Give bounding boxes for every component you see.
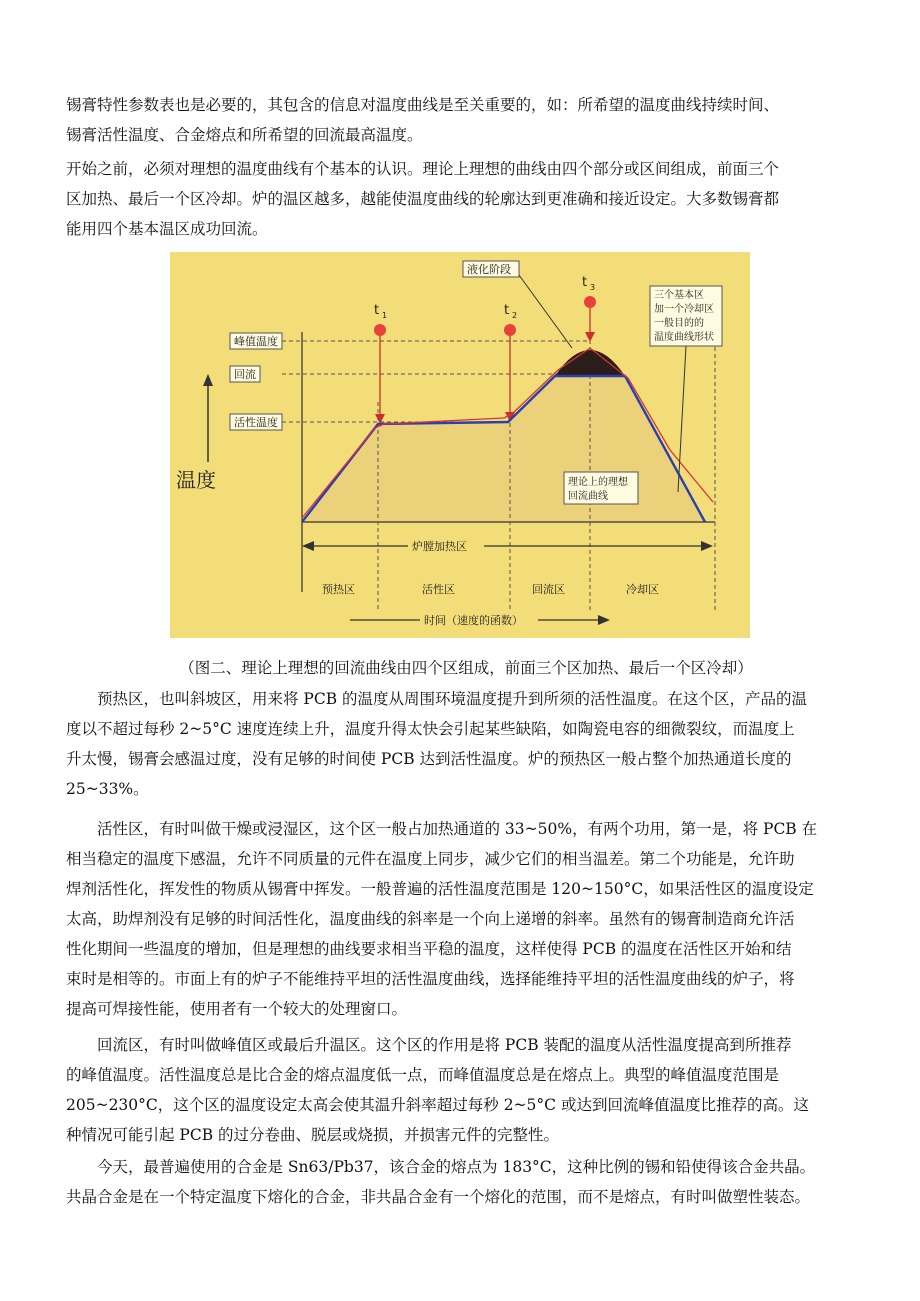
t3-dot xyxy=(584,296,596,308)
theory-label-line-1: 理论上的理想 xyxy=(568,477,628,488)
t1-dot xyxy=(374,324,386,336)
text-line: 区加热、最后一个区冷却。炉的温区越多，越能使温度曲线的轮廓达到更准确和接近设定。大多数锡膏都 xyxy=(66,190,780,208)
curve-basics-paragraph xyxy=(66,154,866,244)
active-zone-paragraph xyxy=(66,814,866,1024)
text-line: 能用四个基本温区成功回流。 xyxy=(66,220,268,238)
heat-zone-label: 炉膛加热区 xyxy=(412,540,467,553)
text-line: 锡膏活性温度、合金熔点和所希望的回流最高温度。 xyxy=(66,126,423,144)
intro-paragraph xyxy=(66,90,866,150)
t2-marker-label: t xyxy=(504,303,510,318)
text-line: 焊剂活性化，挥发性的物质从锡膏中挥发。一般普遍的活性温度范围是 120~150°C，如果活性区的温度设定 xyxy=(66,880,814,898)
text-line: 共晶合金是在一个特定温度下熔化的合金，非共晶合金有一个熔化的范围，而不是熔点，有时叫做塑性装态。 xyxy=(66,1188,811,1206)
t2-dot xyxy=(504,324,516,336)
text-line: 今天，最普遍使用的合金是 Sn63/Pb37，该合金的熔点为 183°C，这种比例的锡和铅使得该合金共晶。 xyxy=(66,1158,816,1176)
preheat-paragraph xyxy=(66,684,866,804)
t1-marker-label: t xyxy=(374,303,380,318)
text-line: 性化期间一些温度的增加，但是理想的曲线要求相当平稳的温度，这样使得 PCB 的温度在活性区开始和结 xyxy=(66,940,792,958)
text-line: 活性区，有时叫做干燥或浸湿区，这个区一般占加热通道的 33~50%，有两个功用，第一是，将 PCB 在 xyxy=(66,820,818,838)
time-axis-label: 时间（速度的函数） xyxy=(424,614,523,627)
reflow-profile-diagram xyxy=(170,252,750,638)
alloy-paragraph xyxy=(66,1152,866,1212)
figure-caption: （图二、理论上理想的回流曲线由四个区组成，前面三个区加热、最后一个区冷却） xyxy=(179,659,753,677)
zone-reflow-label: 回流区 xyxy=(532,583,565,596)
text-line: 束时是相等的。市面上有的炉子不能维持平坦的活性温度曲线，选择能维持平坦的活性温度曲线的炉子，将 xyxy=(66,970,795,988)
text-line: 25~33%。 xyxy=(66,780,149,798)
t1-marker-subscript: 1 xyxy=(382,311,388,320)
zone-preheat-label: 预热区 xyxy=(322,583,355,596)
legend-line-4: 温度曲线形状 xyxy=(654,332,714,343)
temperature-axis-label: 温度 xyxy=(176,468,216,492)
reflow-profile-figure xyxy=(170,252,750,638)
text-line: 升太慢，锡膏会感温过度，没有足够的时间使 PCB 达到活性温度。炉的预热区一般占整个加热通道长度的 xyxy=(66,750,792,768)
theory-label-line-2: 回流曲线 xyxy=(568,491,608,502)
text-line: 开始之前，必须对理想的温度曲线有个基本的认识。理论上理想的曲线由四个部分或区间组成，前面三个 xyxy=(66,160,780,178)
zone-cooling-label: 冷却区 xyxy=(626,583,659,596)
zone-active-label: 活性区 xyxy=(422,583,455,596)
legend-line-2: 加一个冷却区 xyxy=(654,304,714,315)
text-line: 种情况可能引起 PCB 的过分卷曲、脱层或烧损，并损害元件的完整性。 xyxy=(66,1126,560,1144)
t3-marker-label: t xyxy=(582,275,588,290)
liquid-phase-label: 液化阶段 xyxy=(467,263,511,276)
text-line: 度以不超过每秒 2~5°C 速度连续上升，温度升得太快会引起某些缺陷，如陶瓷电容的细微裂纹，而温度上 xyxy=(66,720,795,738)
t3-marker-subscript: 3 xyxy=(590,283,596,292)
reflow-label: 回流 xyxy=(234,368,256,381)
text-line: 205~230°C，这个区的温度设定太高会使其温升斜率超过每秒 2~5°C 或达到回流峰值温度比推荐的高。这 xyxy=(66,1096,809,1114)
reflow-zone-paragraph xyxy=(66,1030,866,1150)
text-line: 锡膏特性参数表也是必要的，其包含的信息对温度曲线是至关重要的，如：所希望的温度曲线持续时间、 xyxy=(66,96,780,114)
text-line: 回流区，有时叫做峰值区或最后升温区。这个区的作用是将 PCB 装配的温度从活性温度提高到所推荐 xyxy=(66,1036,792,1054)
text-line: 预热区，也叫斜坡区，用来将 PCB 的温度从周围环境温度提升到所须的活性温度。在这个区，产品的温 xyxy=(66,690,808,708)
text-line: 相当稳定的温度下感温，允许不同质量的元件在温度上同步，减少它们的相当温差。第二个功能是，允许助 xyxy=(66,850,795,868)
peak-label: 峰值温度 xyxy=(234,335,278,348)
text-line: 提高可焊接性能，使用者有一个较大的处理窗口。 xyxy=(66,1000,408,1018)
text-line: 的峰值温度。活性温度总是比合金的熔点温度低一点，而峰值温度总是在熔点上。典型的峰值温度范围是 xyxy=(66,1066,780,1084)
text-line: 太高，助焊剂没有足够的时间活性化，温度曲线的斜率是一个向上递增的斜率。虽然有的锡膏制造商允许活 xyxy=(66,910,795,928)
legend-line-3: 一般目的的 xyxy=(654,318,704,329)
legend-line-1: 三个基本区 xyxy=(654,290,704,301)
active-label: 活性温度 xyxy=(234,416,278,429)
t2-marker-subscript: 2 xyxy=(512,311,518,320)
